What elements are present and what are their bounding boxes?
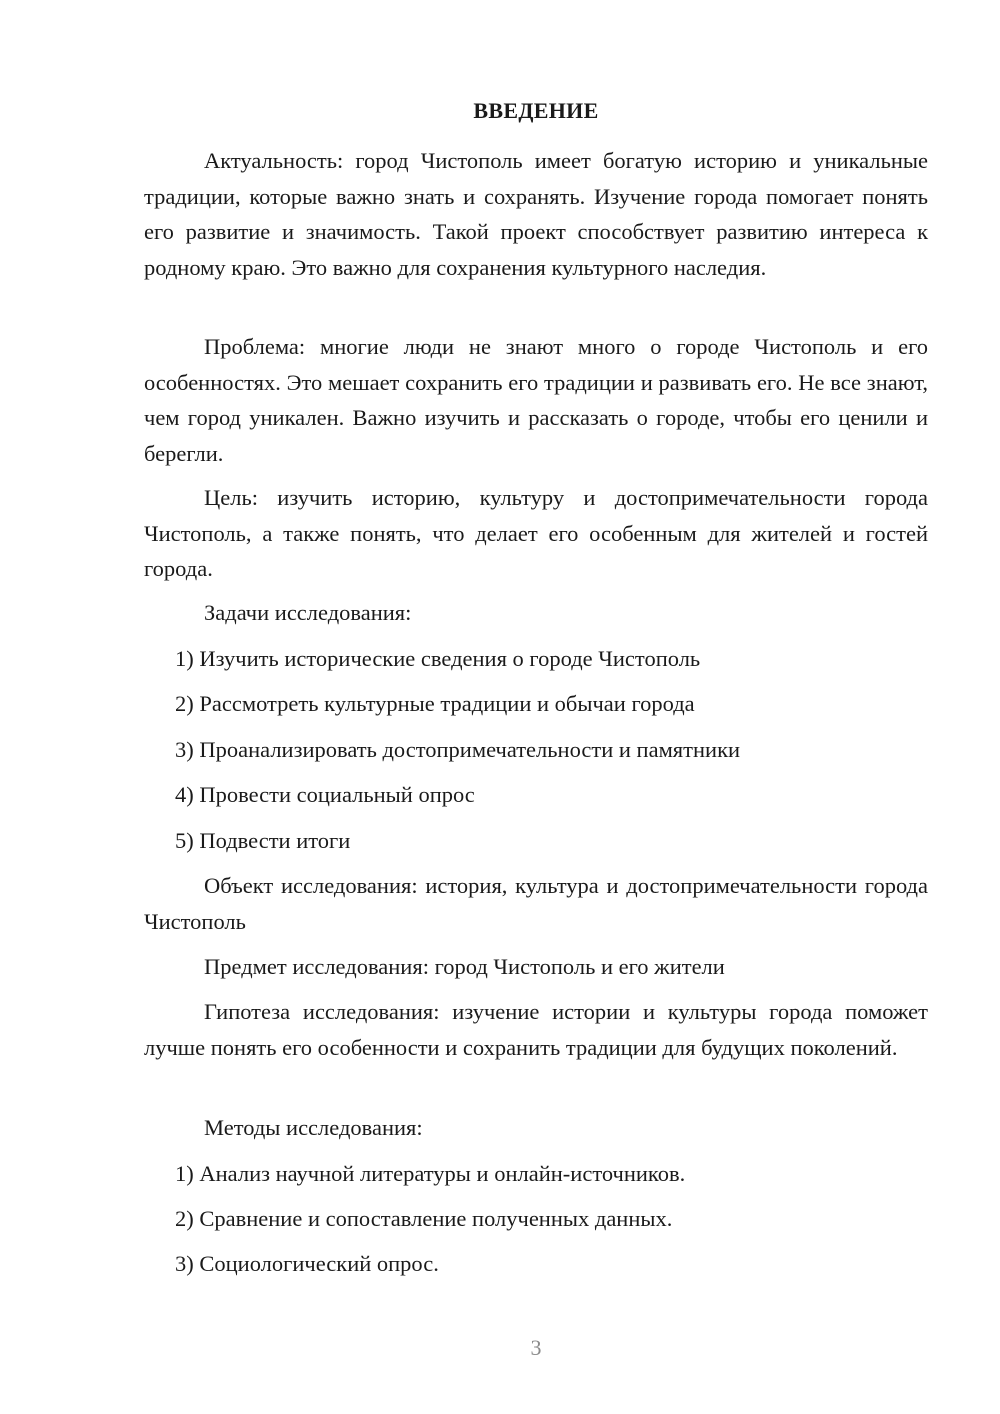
method-item: 1) Анализ научной литературы и онлайн-источников. [175,1161,686,1186]
task-item: 5) Подвести итоги [175,828,351,853]
task-item: 4) Провести социальный опрос [175,782,475,807]
document-page [144,0,928,1414]
section-heading: ВВЕДЕНИЕ [473,98,599,123]
subject-paragraph: Предмет исследования: город Чистополь и его жители [204,954,725,979]
task-item: 2) Рассмотреть культурные традиции и обычаи города [175,691,695,716]
method-item: 2) Сравнение и сопоставление полученных данных. [175,1206,673,1231]
object-paragraph: Объект исследования: история, культура и достопримечательности города Чистополь [144,873,928,934]
methods-title: Методы исследования: [204,1115,423,1140]
task-item: 3) Проанализировать достопримечательности и памятники [175,737,741,762]
problem-paragraph: Проблема: многие люди не знают много о городе Чистополь и его особенностях. Это мешает сохранить его традиции и развивать его. Не все знают, чем город уникален. Важно изучить и рассказать о городе, чтобы его ценили и берегли. [144,334,928,466]
goal-paragraph: Цель: изучить историю, культуру и достопримечательности города Чистополь, а также понять, что делает его особенным для жителей и гостей города. [144,485,928,581]
hypothesis-paragraph: Гипотеза исследования: изучение истории и культуры города поможет лучше понять его особенности и сохранить традиции для будущих поколений. [144,999,928,1060]
method-item: 3) Социологический опрос. [175,1251,439,1276]
tasks-title: Задачи исследования: [204,600,412,625]
relevance-paragraph: Актуальность: город Чистополь имеет богатую историю и уникальные традиции, которые важно знать и сохранять. Изучение города помогает понять его развитие и значимость. Такой проект способствует развитию интереса к родному краю. Это важно для сохранения культурного наследия. [144,148,928,280]
page-number: 3 [530,1335,542,1360]
task-item: 1) Изучить исторические сведения о городе Чистополь [175,646,701,671]
